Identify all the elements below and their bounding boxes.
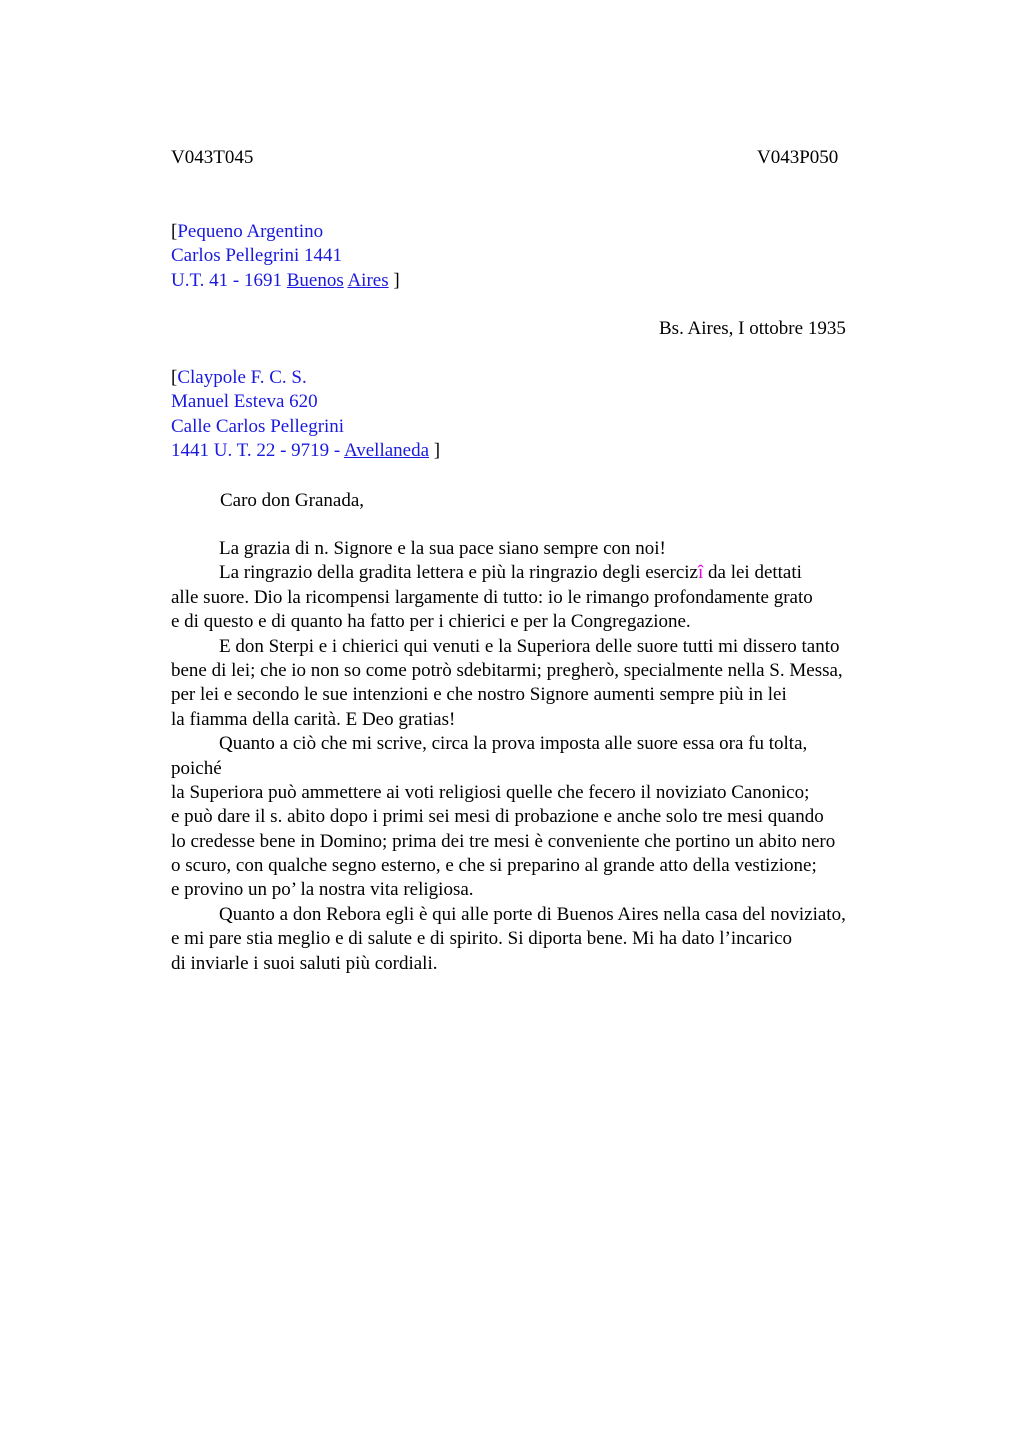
recipient-postal-code: 1441 U. T. 22 - 9719 - [171,440,341,462]
body-text: La ringrazio della gradita lettera e più la ringrazio degli eserciz [219,562,698,584]
body-text: da lei dettati [703,562,802,584]
body-line: Quanto a don Rebora egli è qui alle porte di Buenos Aires nella casa del noviziato, [219,903,846,925]
open-bracket: [ [171,367,178,388]
recipient-address [171,366,440,464]
body-line: la fiamma della carità. E Deo gratias! [171,708,456,730]
body-line: E don Sterpi e i chierici qui venuti e la Superiora delle suore tutti mi dissero tanto [219,635,840,657]
body-line: di inviarle i suoi saluti più cordiali. [171,952,438,974]
body-line: e di questo e di quanto ha fatto per i chierici e per la Congregazione. [171,611,691,633]
sender-city-link-aires[interactable]: Aires [347,269,389,291]
recipient-locality: Claypole F. C. S. [177,367,307,388]
body-line: lo credesse bene in Domino; prima dei tre mesi è conveniente che portino un abito nero [171,830,836,852]
body-line: e provino un po’ la nostra vita religiosa. [171,879,474,901]
body-line: Quanto a ciò che mi scrive, circa la prova imposta alle suore essa ora fu tolta, [219,733,808,755]
body-line: e mi pare stia meglio e di salute e di spirito. Si diporta bene. Mi ha dato l’incarico [171,928,793,950]
body-line: poiché [171,757,222,779]
close-bracket: ] [433,440,441,462]
sender-postal-code: U.T. 41 - 1691 [171,269,282,291]
recipient-address-line1 [171,366,440,390]
sender-street: Carlos Pellegrini 1441 [171,245,342,267]
body-line [171,561,846,585]
open-bracket: [ [171,221,178,242]
header-right-code: V043P050 [757,147,839,168]
editorial-mark: î [697,562,704,584]
date-line: Bs. Aires, I ottobre 1935 [659,318,846,339]
body-line: la Superiora può ammettere ai voti religiosi quelle che fecero il noviziato Canonico; [171,781,810,803]
sender-city-link-buenos[interactable]: Buenos [286,269,344,291]
sender-address [171,220,400,293]
body-line: per lei e secondo le sue intenzioni e che nostro Signore aumenti sempre più in lei [171,684,787,706]
sender-name: Pequeno Argentino [177,221,324,242]
salutation: Caro don Granada, [220,490,365,511]
header-left-code: V043T045 [171,147,254,168]
body-line: o scuro, con qualche segno esterno, e che si preparino al grande atto della vestizione; [171,855,817,877]
recipient-city-link[interactable]: Avellaneda [343,440,430,462]
sender-address-line1 [171,220,400,244]
letter-body [171,537,846,976]
sender-address-line3 [171,269,400,293]
recipient-address-line4 [171,439,440,463]
close-bracket: ] [393,269,400,291]
recipient-street: Manuel Esteva 620 [171,391,318,413]
body-line: e può dare il s. abito dopo i primi sei mesi di probazione e anche solo tre mesi quando [171,806,824,828]
body-line: bene di lei; che io non so come potrò sdebitarmi; pregherò, specialmente nella S. Messa, [171,659,843,681]
body-line: La grazia di n. Signore e la sua pace siano sempre con noi! [219,538,666,559]
recipient-street-2: Calle Carlos Pellegrini [171,415,345,437]
body-line: alle suore. Dio la ricompensi largamente di tutto: io le rimango profondamente grato [171,586,813,608]
